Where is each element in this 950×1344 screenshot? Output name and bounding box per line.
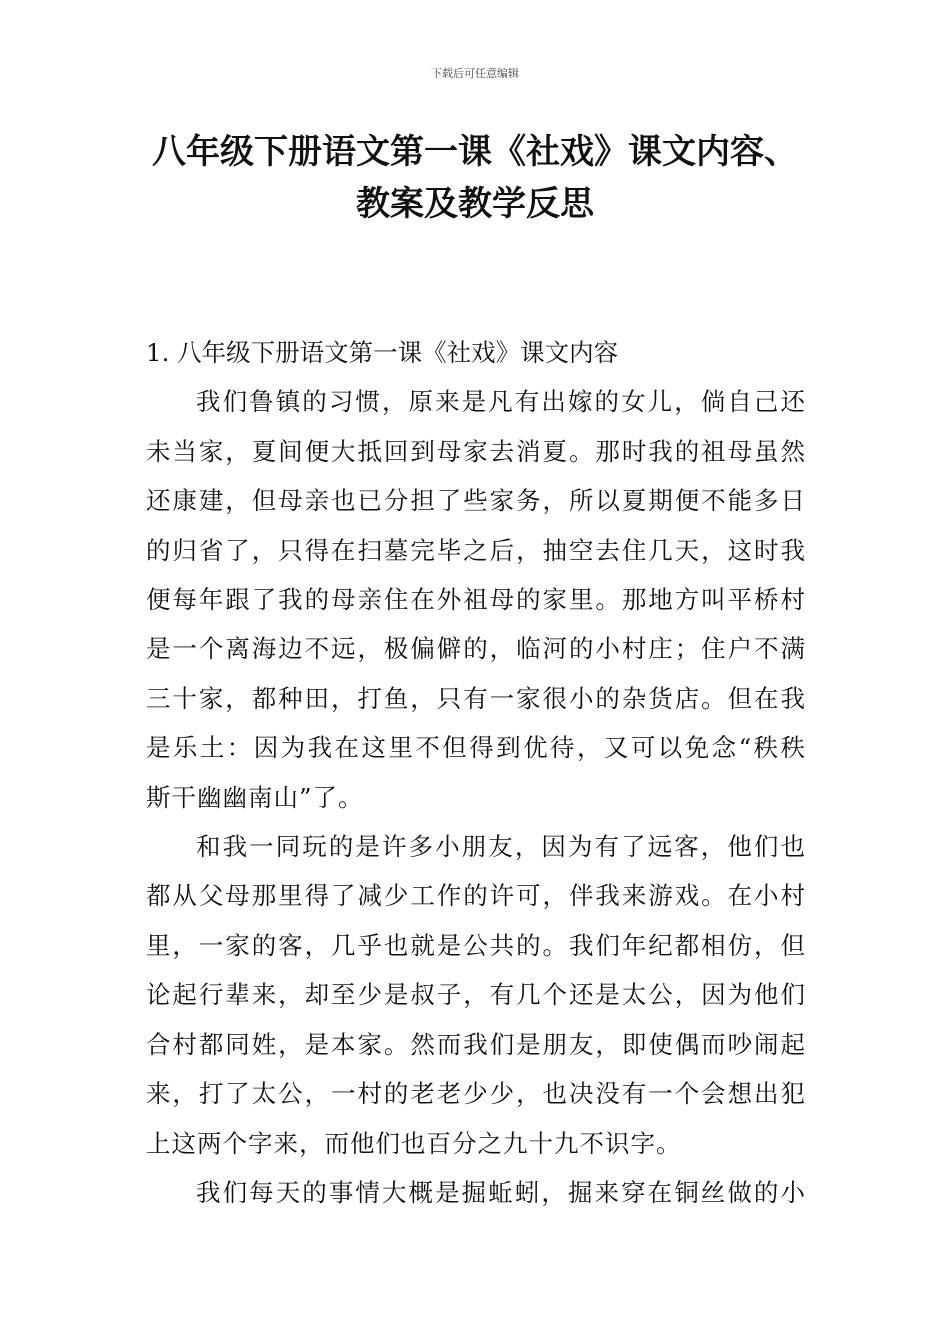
- header-note: 下载后可任意编辑: [431, 67, 519, 80]
- text-line: 还康建，但母亲也已分担了些家务，所以夏期便不能多日: [146, 486, 806, 516]
- text-line: 里，一家的客，几乎也就是公共的。我们年纪都相仿，但: [146, 930, 806, 960]
- text-line: 论起行辈来，却至少是叔子，有几个还是太公，因为他们: [146, 980, 806, 1010]
- text-line: 的归省了，只得在扫墓完毕之后，抽空去住几天，这时我: [146, 535, 806, 565]
- text-line: 便每年跟了我的母亲住在外祖母的家里。那地方叫平桥村: [146, 585, 806, 615]
- text-line: 我们鲁镇的习惯，原来是凡有出嫁的女儿，倘自己还: [196, 387, 806, 417]
- text-line: 上这两个字来，而他们也百分之九十九不识字。: [146, 1128, 682, 1158]
- text-line: 是一个离海边不远，极偏僻的，临河的小村庄；住户不满: [146, 634, 806, 664]
- text-line: 斯干幽幽南山”了。: [146, 782, 364, 812]
- title-line-1: 八年级下册语文第一课《社戏》课文内容、: [152, 132, 798, 172]
- text-line: 是乐土：因为我在这里不但得到优待，又可以免念“秩秩: [146, 733, 806, 763]
- title-line-2: 教案及教学反思: [356, 184, 594, 224]
- text-line: 都从父母那里得了减少工作的许可，伴我来游戏。在小村: [146, 881, 806, 911]
- document-body: [146, 328, 806, 1217]
- text-line: 我们每天的事情大概是掘蚯蚓，掘来穿在铜丝做的小: [196, 1177, 806, 1207]
- text-line: 和我一同玩的是许多小朋友，因为有了远客，他们也: [196, 832, 806, 862]
- text-line: 来，打了太公，一村的老老少少，也决没有一个会想出犯: [146, 1079, 806, 1109]
- paragraph-2: [146, 822, 806, 1168]
- document-title: [0, 126, 950, 230]
- text-line: 三十家，都种田，打鱼，只有一家很小的杂货店。但在我: [146, 683, 806, 713]
- paragraph-1: [146, 377, 806, 822]
- paragraph-3: [146, 1168, 806, 1217]
- text-line: 合村都同姓，是本家。然而我们是朋友，即使偶而吵闹起: [146, 1029, 806, 1059]
- section-heading: 1. 八年级下册语文第一课《社戏》课文内容: [146, 338, 619, 367]
- text-line: 未当家，夏间便大抵回到母家去消夏。那时我的祖母虽然: [146, 436, 806, 466]
